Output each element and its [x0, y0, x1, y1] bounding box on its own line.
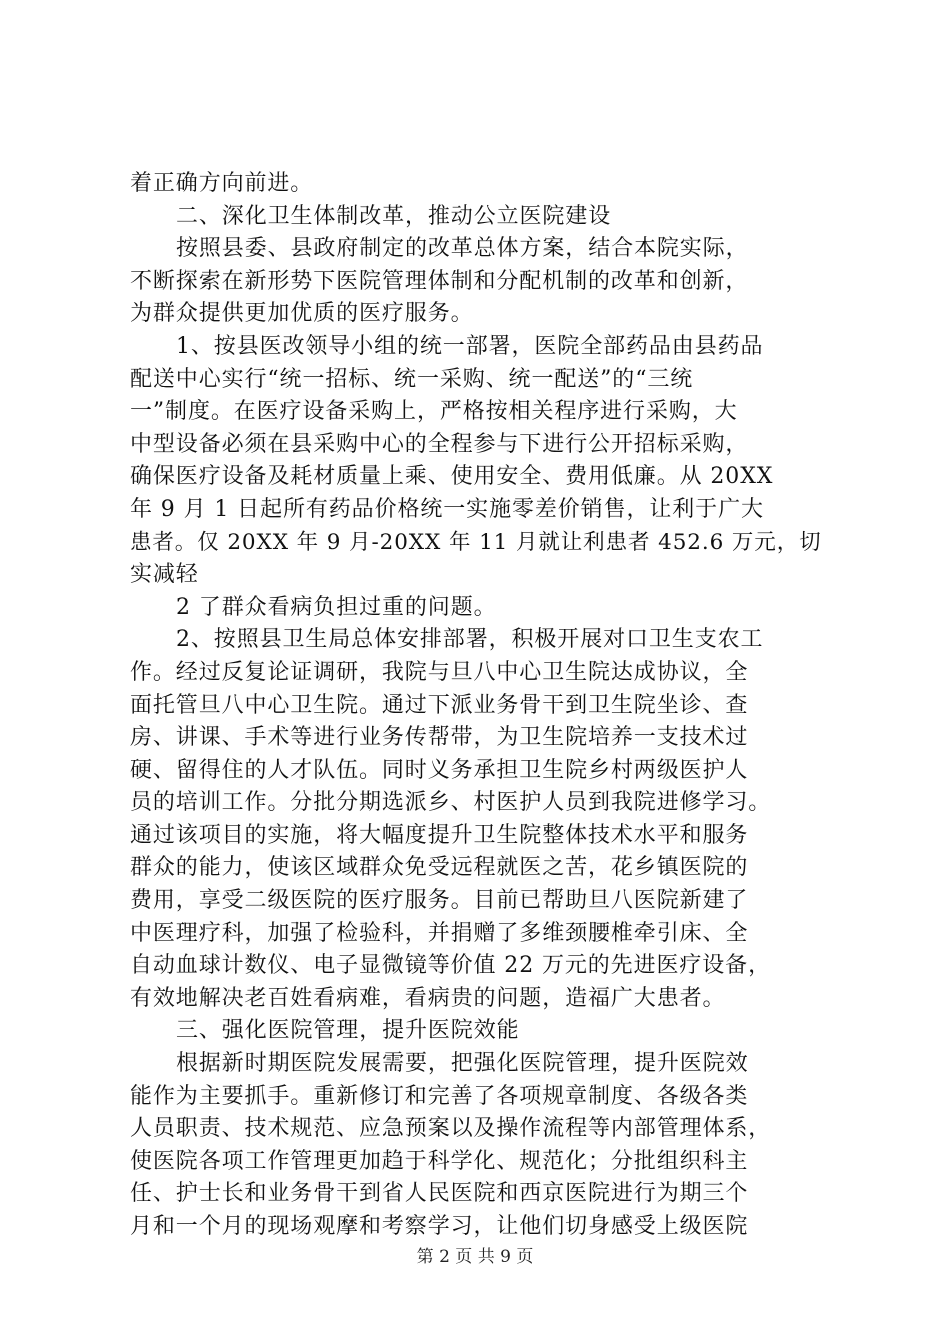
text-line: 一”制度。在医疗设备采购上，严格按相关程序进行采购，大 — [130, 399, 738, 425]
text-line: 自动血球计数仪、电子显微镜等价值 22 万元的先进医疗设备， — [130, 953, 771, 979]
text-line: 根据新时期医院发展需要，把强化医院管理，提升医院效 — [176, 1051, 749, 1077]
text-line: 有效地解决老百姓看病难，看病贵的问题，造福广大患者。 — [130, 985, 726, 1011]
text-line: 费用，享受二级医院的医疗服务。目前已帮助旦八医院新建了 — [130, 888, 749, 914]
text-line: 着正确方向前进。 — [130, 171, 314, 196]
text-line: 1、按县医改领导小组的统一部署，医院全部药品由县药品 — [176, 333, 764, 359]
text-line: 实减轻 — [130, 562, 199, 588]
text-line: 不断探索在新形势下医院管理体制和分配机制的改革和创新， — [130, 268, 749, 294]
text-line: 使医院各项工作管理更加趋于科学化、规范化；分批组织科主 — [130, 1148, 749, 1174]
text-line: 年 9 月 1 日起所有药品价格统一实施零差价销售，让利于广大 — [130, 496, 764, 522]
text-line: 任、护士长和业务骨干到省人民医院和西京医院进行为期三个 — [130, 1181, 749, 1207]
text-line: 患者。仅 20XX 年 9 月-20XX 年 11 月就让利患者 452.6 万元，切 — [130, 529, 822, 555]
text-line: 房、讲课、手术等进行业务传帮带，为卫生院培养一支技术过 — [130, 725, 749, 751]
page-footer: 第 2 页 共 9 页 — [416, 1247, 534, 1267]
text-line: 群众的能力，使该区域群众免受远程就医之苦，花乡镇医院的 — [130, 855, 749, 881]
text-line: 确保医疗设备及耗材质量上乘、使用安全、费用低廉。从 20XX — [130, 464, 774, 490]
text-line: 2 了群众看病负担过重的问题。 — [176, 594, 497, 620]
text-line: 2、按照县卫生局总体安排部署，积极开展对口卫生支农工 — [176, 627, 764, 653]
text-line: 作。经过反复论证调研，我院与旦八中心卫生院达成协议，全 — [130, 659, 749, 685]
text-line: 员的培训工作。分批分期选派乡、村医护人员到我院进修学习。 — [130, 790, 772, 816]
text-line: 能作为主要抓手。重新修订和完善了各项规章制度、各级各类 — [130, 1083, 749, 1109]
text-line: 二、深化卫生体制改革，推动公立医院建设 — [176, 203, 612, 229]
text-line: 人员职责、技术规范、应急预案以及操作流程等内部管理体系， — [130, 1116, 772, 1142]
text-line: 面托管旦八中心卫生院。通过下派业务骨干到卫生院坐诊、查 — [130, 692, 749, 718]
text-line: 配送中心实行“统一招标、统一采购、统一配送”的“三统 — [130, 366, 694, 392]
text-line: 中型设备必须在县采购中心的全程参与下进行公开招标采购， — [130, 431, 749, 457]
text-line: 按照县委、县政府制定的改革总体方案，结合本院实际， — [176, 236, 749, 262]
text-line: 中医理疗科，加强了检验科，并捐赠了多维颈腰椎牵引床、全 — [130, 920, 749, 946]
text-line: 三、强化医院管理，提升医院效能 — [176, 1018, 520, 1044]
text-line: 月和一个月的现场观摩和考察学习，让他们切身感受上级医院 — [130, 1214, 749, 1239]
text-line: 通过该项目的实施，将大幅度提升卫生院整体技术水平和服务 — [130, 822, 749, 848]
text-line: 为群众提供更加优质的医疗服务。 — [130, 301, 474, 327]
document-body — [130, 168, 830, 1244]
text-line: 硬、留得住的人才队伍。同时义务承担卫生院乡村两级医护人 — [130, 757, 749, 783]
